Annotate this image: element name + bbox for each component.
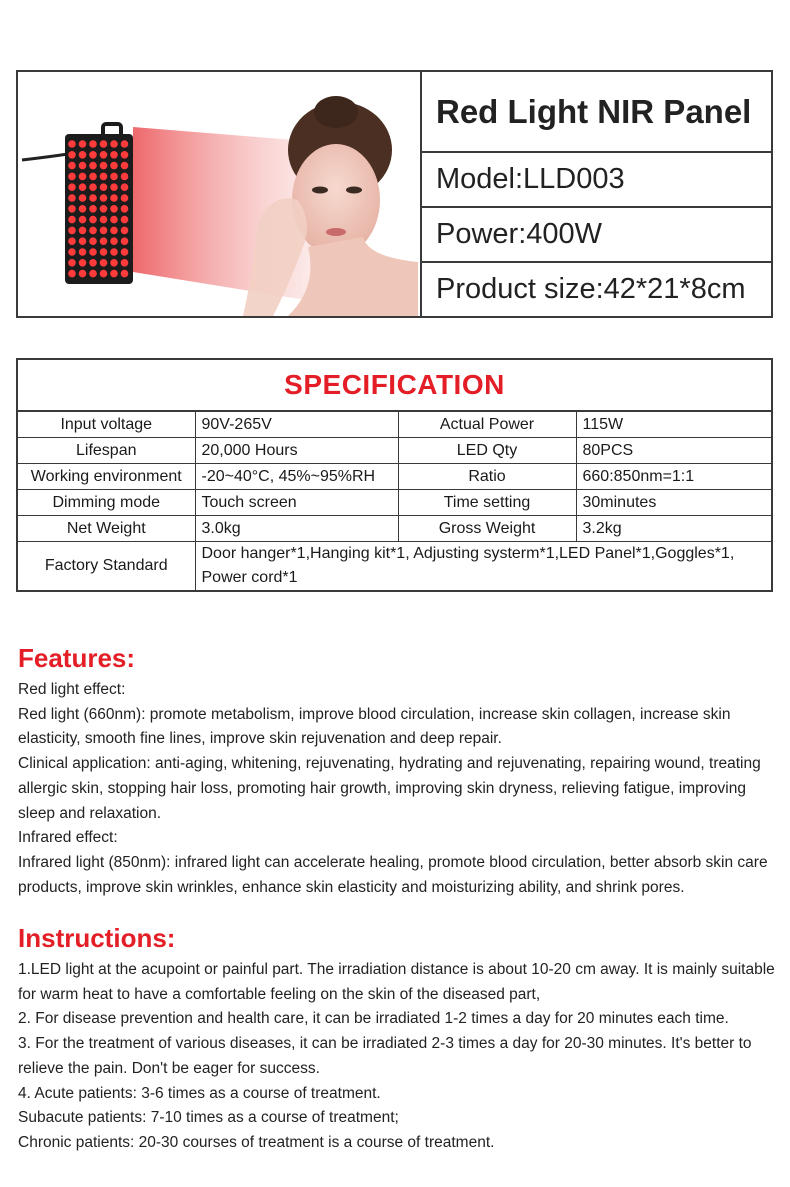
led-dot — [89, 227, 97, 235]
instructions-line: 1.LED light at the acupoint or painful part. The irradiation distance is about 10-20 cm away. It is mainly suitable for warm heat to have a comfortable feeling on the skin of the diseased part, — [18, 961, 775, 1003]
led-dot — [100, 248, 108, 256]
power-cord — [22, 154, 68, 160]
led-dot — [110, 259, 118, 267]
factory-standard-label: Factory Standard — [18, 542, 195, 591]
spec-value: 80PCS — [576, 438, 771, 464]
led-dot — [121, 140, 129, 148]
table-row — [18, 412, 771, 438]
led-dot — [79, 237, 87, 245]
led-dot — [110, 248, 118, 256]
led-dot — [68, 140, 76, 148]
led-dot — [100, 216, 108, 224]
led-dot — [68, 151, 76, 159]
product-power: Power:400W — [422, 208, 771, 263]
led-dot — [110, 151, 118, 159]
led-dot — [89, 140, 97, 148]
features-line: Clinical application: anti-aging, whitening, rejuvenating, hydrating and rejuvenating, repairing wound, treating allergic skin, stopping hair loss, promoting hair growth, improving skin dryness, relieving fatigue, improving sleep and relaxation. — [18, 755, 761, 822]
specification-title: SPECIFICATION — [18, 360, 771, 411]
led-dot — [100, 227, 108, 235]
led-dot — [121, 162, 129, 170]
led-dot — [110, 183, 118, 191]
spec-label: Lifespan — [18, 438, 195, 464]
led-dot — [68, 227, 76, 235]
led-dot — [100, 173, 108, 181]
instructions-heading: Instructions: — [18, 923, 176, 953]
led-dot — [79, 140, 87, 148]
led-dot — [79, 216, 87, 224]
table-row — [18, 490, 771, 516]
spec-value: 3.2kg — [576, 516, 771, 542]
led-dot — [121, 237, 129, 245]
product-size: Product size:42*21*8cm — [436, 273, 746, 306]
led-dot — [121, 227, 129, 235]
led-dot — [100, 237, 108, 245]
led-dot — [79, 259, 87, 267]
led-dot — [79, 183, 87, 191]
led-dot — [89, 205, 97, 213]
spec-value: 90V-265V — [195, 412, 398, 438]
led-dot — [68, 173, 76, 181]
spec-label: Working environment — [18, 464, 195, 490]
led-dot — [68, 259, 76, 267]
led-dot — [89, 173, 97, 181]
instructions-line: 3. For the treatment of various diseases, it can be irradiated 2-3 times a day for 20-30 minutes. It's better to relieve the pain. Don't be eager for success. — [18, 1035, 752, 1077]
led-dot — [79, 194, 87, 202]
spec-label: Gross Weight — [398, 516, 576, 542]
spec-label: Ratio — [398, 464, 576, 490]
led-dot — [68, 270, 76, 278]
led-dot — [110, 140, 118, 148]
led-dot — [89, 270, 97, 278]
factory-standard-value: Door hanger*1,Hanging kit*1, Adjusting systerm*1,LED Panel*1,Goggles*1, Power cord*1 — [195, 542, 771, 591]
product-info — [422, 72, 771, 316]
spec-value: 30minutes — [576, 490, 771, 516]
spec-value: -20~40°C, 45%~95%RH — [195, 464, 398, 490]
led-dot — [89, 151, 97, 159]
led-dot — [68, 194, 76, 202]
product-hero-image — [18, 72, 422, 316]
led-dot — [121, 205, 129, 213]
spec-label: Time setting — [398, 490, 576, 516]
led-dot — [121, 151, 129, 159]
led-dot — [79, 173, 87, 181]
features-line: Red light (660nm): promote metabolism, improve blood circulation, increase skin collagen, increase skin elasticity, smooth fine lines, improve skin rejuvenation and deep repair. — [18, 705, 731, 748]
led-dot — [79, 248, 87, 256]
spec-value: 20,000 Hours — [195, 438, 398, 464]
led-dot — [89, 248, 97, 256]
led-dot — [79, 151, 87, 159]
led-dot — [110, 194, 118, 202]
led-dot — [100, 162, 108, 170]
table-row — [18, 542, 771, 591]
led-dot — [89, 162, 97, 170]
led-dot — [79, 205, 87, 213]
led-dot — [121, 270, 129, 278]
led-dot — [89, 183, 97, 191]
led-dot — [79, 162, 87, 170]
product-header-box — [16, 70, 773, 318]
led-dot — [110, 205, 118, 213]
led-dot — [89, 194, 97, 202]
spec-label: Actual Power — [398, 412, 576, 438]
spec-label: Net Weight — [18, 516, 195, 542]
instructions-text — [18, 958, 778, 1156]
led-dot — [68, 183, 76, 191]
specification-table — [16, 358, 773, 592]
led-dot — [110, 216, 118, 224]
features-line: Infrared light (850nm): infrared light can accelerate healing, promote blood circulation, better absorb skin care products, improve skin wrinkles, enhance skin elasticity and moisturizing ability, and shrink pores. — [18, 853, 768, 896]
led-dot — [89, 259, 97, 267]
led-dot — [121, 216, 129, 224]
spec-label: LED Qty — [398, 438, 576, 464]
table-row — [18, 438, 771, 464]
led-dot — [79, 270, 87, 278]
led-dot — [100, 205, 108, 213]
led-dot — [110, 227, 118, 235]
features-text — [18, 678, 778, 900]
instructions-line: Chronic patients: 20-30 courses of treatment is a course of treatment. — [18, 1133, 495, 1151]
led-dot — [121, 259, 129, 267]
table-row — [18, 464, 771, 490]
product-title: Red Light NIR Panel — [422, 72, 771, 153]
led-dot — [121, 194, 129, 202]
table-row — [18, 516, 771, 542]
led-dot — [100, 151, 108, 159]
led-dot — [68, 248, 76, 256]
led-dot — [121, 183, 129, 191]
led-dot — [121, 248, 129, 256]
led-dot — [100, 194, 108, 202]
led-dot — [89, 216, 97, 224]
spec-grid — [18, 411, 771, 590]
spec-label: Dimming mode — [18, 490, 195, 516]
led-dot — [68, 237, 76, 245]
led-dot — [68, 162, 76, 170]
led-dot — [100, 259, 108, 267]
spec-value: Touch screen — [195, 490, 398, 516]
led-dot — [68, 216, 76, 224]
instructions-line: 4. Acute patients: 3-6 times as a course of treatment. — [18, 1084, 381, 1102]
spec-label: Input voltage — [18, 412, 195, 438]
red-light-panel-illustration — [18, 72, 418, 316]
led-dot — [100, 270, 108, 278]
instructions-line: Subacute patients: 7-10 times as a course of treatment; — [18, 1109, 399, 1127]
instructions-line: 2. For disease prevention and health care, it can be irradiated 1-2 times a day for 20 minutes each time. — [18, 1010, 729, 1028]
led-dot — [110, 237, 118, 245]
features-line: Red light effect: — [18, 681, 126, 698]
features-heading: Features: — [18, 643, 136, 673]
led-dot — [68, 205, 76, 213]
product-model: Model:LLD003 — [422, 153, 771, 208]
led-dot — [121, 173, 129, 181]
spec-value: 115W — [576, 412, 771, 438]
spec-value: 3.0kg — [195, 516, 398, 542]
led-dot — [110, 162, 118, 170]
led-dot — [100, 140, 108, 148]
led-dot — [89, 237, 97, 245]
spec-value: 660:850nm=1:1 — [576, 464, 771, 490]
led-dot — [100, 183, 108, 191]
led-dot — [110, 270, 118, 278]
features-line: Infrared effect: — [18, 829, 118, 847]
led-dot — [79, 227, 87, 235]
led-dot — [110, 173, 118, 181]
